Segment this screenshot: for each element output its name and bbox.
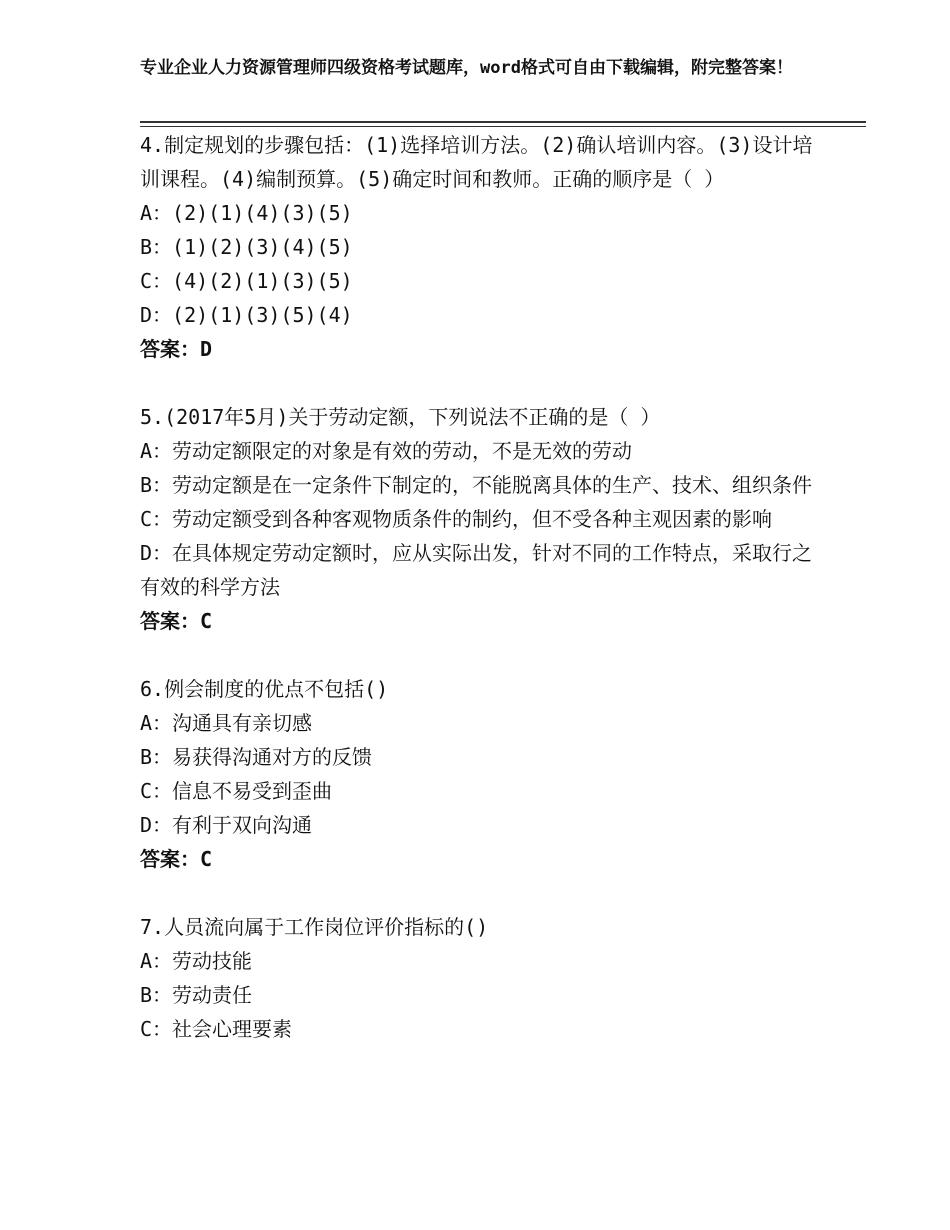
header-divider-thin [140,126,866,127]
option-b: B：劳动定额是在一定条件下制定的，不能脱离具体的生产、技术、组织条件 [140,473,813,497]
option-d: D：在具体规定劳动定额时，应从实际出发，针对不同的工作特点，采取行之有效的科学方法 [140,541,813,599]
header-divider-thick [140,121,866,123]
question-5 [140,400,820,638]
document-header: 专业企业人力资源管理师四级资格考试题库，word格式可自由下载编辑，附完整答案！ [140,58,793,78]
option-a: A：沟通具有亲切感 [140,711,313,735]
option-a: A：劳动技能 [140,949,253,973]
answer: 答案：C [140,609,213,633]
question-6 [140,672,820,876]
option-d: D：(2)(1)(3)(5)(4) [140,303,353,327]
spacer [140,638,820,672]
option-a: A：劳动定额限定的对象是有效的劳动，不是无效的劳动 [140,439,633,463]
option-c: C：劳动定额受到各种客观物质条件的制约，但不受各种主观因素的影响 [140,507,773,531]
question-stem: 5.(2017年5月)关于劳动定额，下列说法不正确的是（ ） [140,405,661,429]
question-stem: 7.人员流向属于工作岗位评价指标的() [140,915,489,939]
question-7 [140,910,820,1046]
question-stem: 4.制定规划的步骤包括：(1)选择培训方法。(2)确认培训内容。(3)设计培训课程。(4)编制预算。(5)确定时间和教师。正确的顺序是（ ） [140,133,813,191]
question-4 [140,128,820,366]
spacer [140,876,820,910]
option-a: A：(2)(1)(4)(3)(5) [140,201,353,225]
option-b: B：劳动责任 [140,983,253,1007]
option-d: D：有利于双向沟通 [140,813,313,837]
option-c: C：社会心理要素 [140,1017,293,1041]
question-stem: 6.例会制度的优点不包括() [140,677,389,701]
question-list [140,128,820,1046]
option-b: B：(1)(2)(3)(4)(5) [140,235,353,259]
answer: 答案：C [140,847,213,871]
option-b: B：易获得沟通对方的反馈 [140,745,373,769]
spacer [140,366,820,400]
option-c: C：信息不易受到歪曲 [140,779,333,803]
option-c: C：(4)(2)(1)(3)(5) [140,269,353,293]
answer: 答案：D [140,337,213,361]
